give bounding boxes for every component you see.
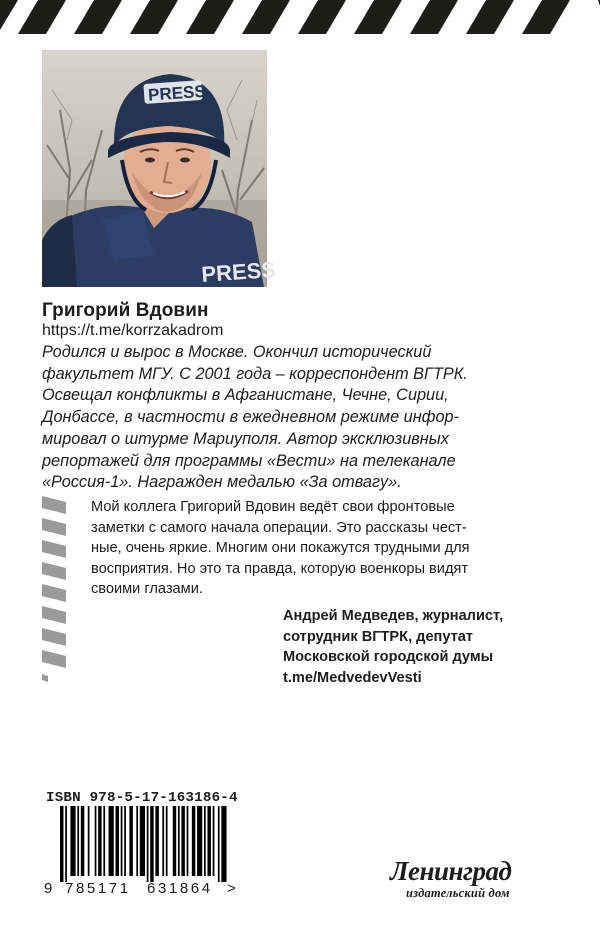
bio-line: факультет МГУ. С 2001 года – корреспондент ВГТРК.	[42, 364, 468, 383]
author-name: Григорий Вдовин	[42, 300, 209, 321]
signature-telegram-link[interactable]: t.me/MedvedevVesti	[283, 669, 422, 686]
bio-line: Родился и вырос в Москве. Окончил исторический	[42, 343, 432, 361]
helmet-press-label: PRESS	[147, 81, 207, 105]
quote-line: восприятия. Но это та правда, которую военкоры видят	[91, 560, 469, 577]
barcode-bar	[147, 806, 149, 882]
barcode-bar	[70, 806, 75, 876]
barcode-bar	[192, 806, 195, 876]
barcode-bar	[140, 806, 145, 876]
bio-line: Донбассе, в частности в ежедневном режиме инфор-	[42, 408, 460, 427]
barcode-bar	[121, 806, 123, 876]
barcode-bar	[213, 806, 215, 876]
barcode-bar	[103, 806, 105, 876]
barcode-bar	[150, 806, 153, 882]
author-bio	[42, 342, 534, 494]
publisher-logo	[384, 858, 530, 908]
bio-line: репортажей для программы «Вести» на телеканале	[42, 451, 456, 470]
author-photo	[42, 50, 277, 287]
signature-line: Московской городской думы	[283, 649, 494, 666]
quote-line: своими глазами.	[91, 581, 203, 598]
barcode-bar	[181, 806, 184, 876]
signature-line: сотрудник ВГТРК, депутат	[283, 628, 474, 645]
side-stripe-marks	[40, 496, 72, 686]
endorsement-quote	[91, 497, 534, 600]
barcode-arrow: >	[227, 880, 236, 897]
isbn-barcode	[60, 806, 230, 882]
barcode-bar	[162, 806, 164, 876]
barcode-bar	[109, 806, 114, 876]
barcode-bar	[155, 806, 158, 876]
barcode-bar	[197, 806, 202, 876]
barcode-bar	[221, 806, 226, 882]
barcode-bar	[124, 806, 126, 876]
bio-line: «Россия-1». Награжден медалью «За отвагу».	[42, 473, 402, 492]
barcode-bar	[173, 806, 176, 876]
barcode-bar	[60, 806, 63, 882]
quote-line: Мой коллега Григорий Вдовин ведёт свои фронтовые	[91, 499, 455, 515]
endorsement-signature	[283, 606, 503, 688]
barcode-bar	[166, 806, 168, 876]
publisher-subtitle: издательский дом	[406, 886, 510, 900]
barcode-bar	[207, 806, 210, 876]
barcode-bar	[65, 806, 67, 882]
barcode-bar	[88, 806, 90, 876]
barcode-bar	[95, 806, 97, 876]
barcode-bar	[204, 806, 206, 876]
isbn-label: ISBN 978-5-17-163186-4	[46, 790, 238, 806]
barcode-bar	[116, 806, 119, 876]
barcode-right-digits: 631864	[147, 880, 213, 897]
bio-line: Освещал конфликты в Афганистане, Чечне, Сирии,	[42, 386, 449, 405]
quote-line: ные, очень яркие. Многим они покажутся трудными для	[91, 540, 470, 557]
author-telegram-link[interactable]: https://t.me/korrzakadrom	[42, 322, 224, 339]
barcode-bar	[98, 806, 101, 876]
barcode-bar	[129, 806, 132, 876]
quote-line: заметки с самого начала операции. Это рассказы чест-	[91, 519, 467, 536]
barcode-bar	[77, 806, 79, 876]
barcode-first-digit: 9	[44, 880, 53, 897]
barcode-bar	[187, 806, 189, 876]
barcode-bar	[81, 806, 84, 876]
top-stripe-band	[0, 0, 600, 34]
vest-press-label: PRESS	[200, 256, 277, 287]
barcode-bar	[178, 806, 180, 876]
bio-line: мировал о штурме Мариуполя. Автор эксклюзивных	[42, 429, 449, 448]
barcode-bar	[136, 806, 138, 876]
barcode-digits	[44, 880, 244, 902]
barcode-left-digits: 785171	[65, 880, 131, 897]
barcode-bar	[218, 806, 220, 882]
signature-line: Андрей Медведев, журналист,	[283, 608, 504, 624]
publisher-name: Ленинград	[390, 856, 512, 886]
